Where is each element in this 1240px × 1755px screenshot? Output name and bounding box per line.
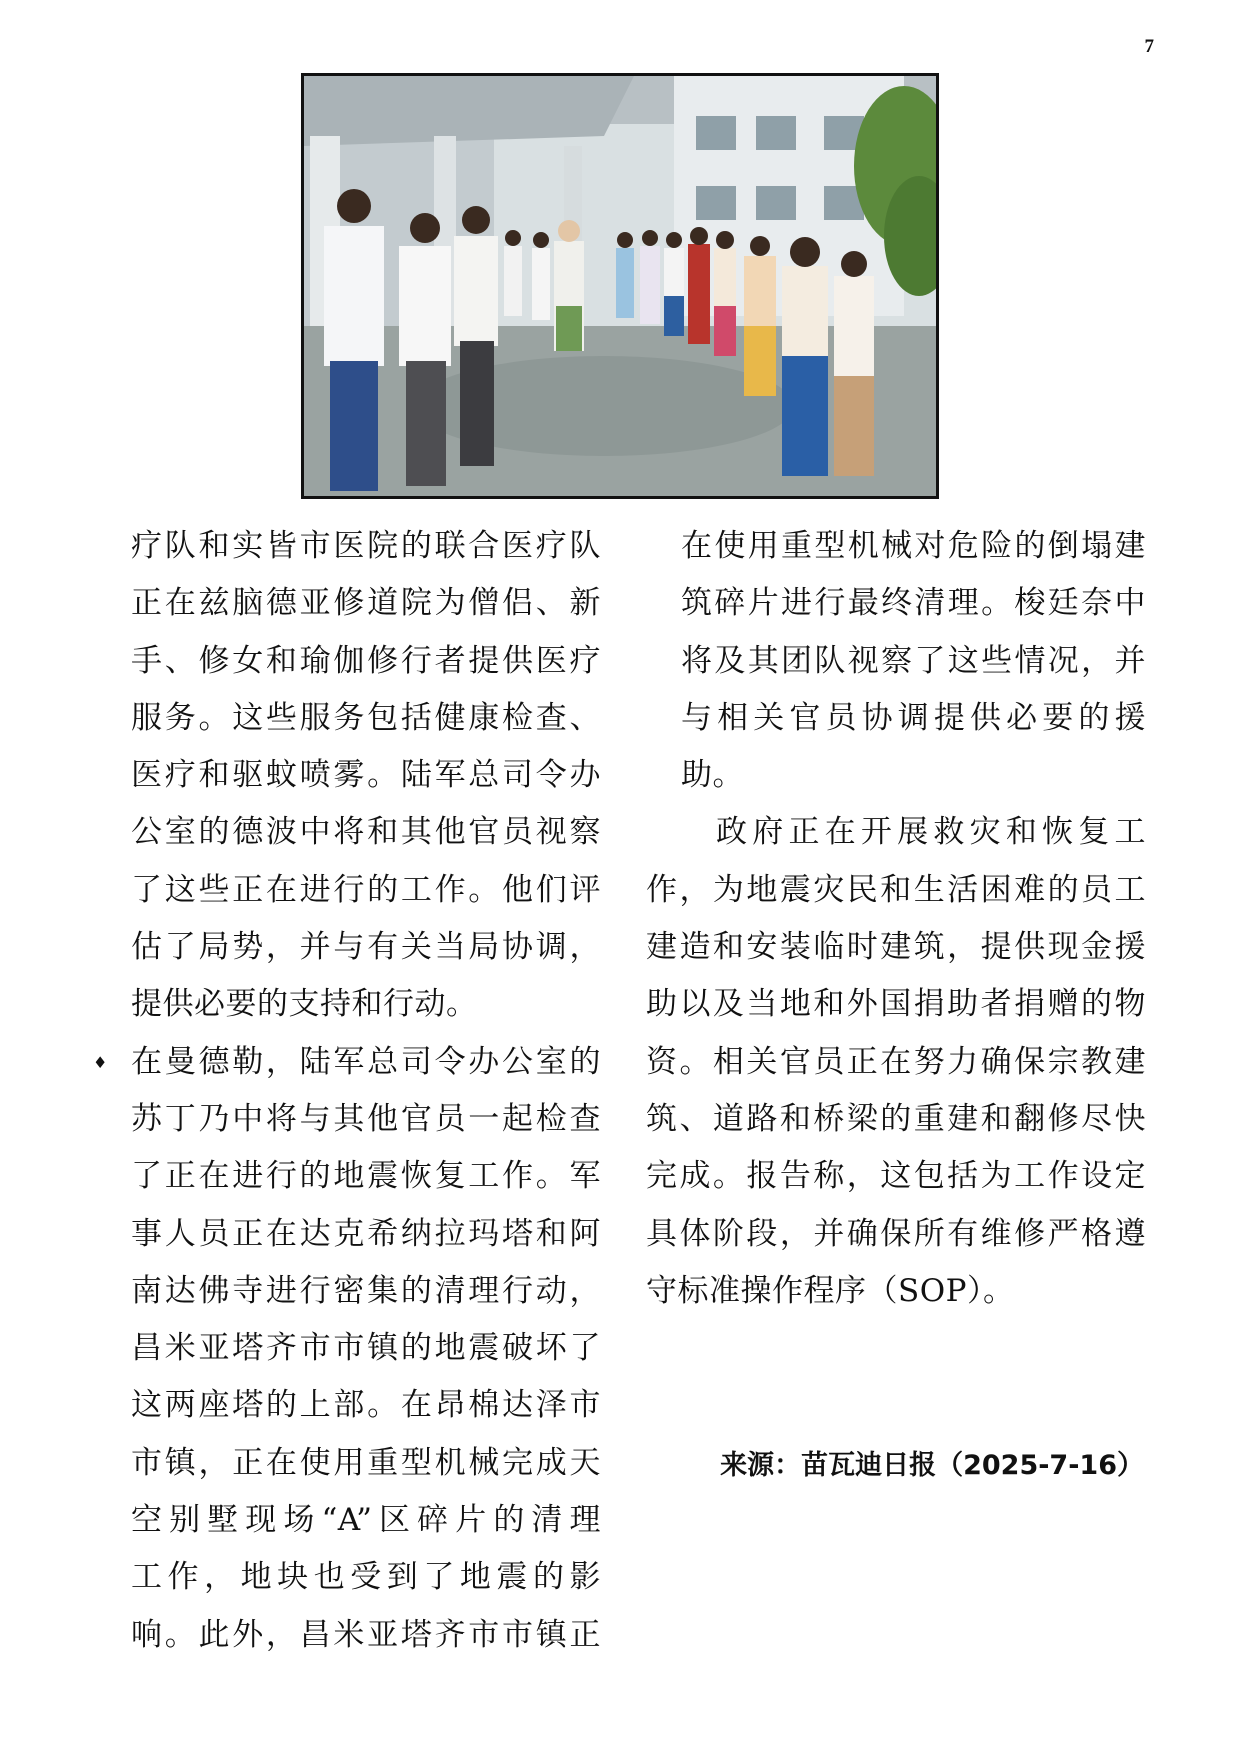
text-line: 这两座塔的上部。在昂棉达泽市 xyxy=(131,1387,601,1424)
text-line: 事人员正在达克希纳拉玛塔和阿 xyxy=(131,1215,601,1252)
text-line: 作，为地震灾民和生活困难的员工 xyxy=(646,871,1146,908)
text-line: 与相关官员协调提供必要的援 xyxy=(681,699,1146,736)
news-photo xyxy=(301,73,939,499)
text-line: 将及其团队视察了这些情况，并 xyxy=(681,642,1146,679)
text-line: 疗队和实皆市医院的联合医疗队 xyxy=(131,528,601,564)
left-paragraph-1 xyxy=(131,518,601,1034)
text-line: 了这些正在进行的工作。他们评 xyxy=(131,871,601,908)
source-citation: 来源：苗瓦迪日报（2025-7-16） xyxy=(720,1450,1144,1481)
text-line: 了正在进行的地震恢复工作。军 xyxy=(131,1158,601,1195)
text-line: 估了局势，并与有关当局协调， xyxy=(131,929,601,966)
text-line: 苏丁乃中将与其他官员一起检查 xyxy=(131,1100,601,1137)
text-line: 工作，地块也受到了地震的影 xyxy=(131,1559,601,1596)
text-line: 提供必要的支持和行动。 xyxy=(131,986,478,1023)
text-line: 助以及当地和外国捐助者捐赠的物 xyxy=(646,986,1146,1023)
text-line: 手、修女和瑜伽修行者提供医疗 xyxy=(131,642,601,679)
text-line: 响。此外，昌米亚塔齐市市镇正 xyxy=(131,1616,601,1653)
text-line: 正在兹脑德亚修道院为僧侣、新 xyxy=(131,585,601,622)
page-number: 7 xyxy=(1144,36,1154,57)
right-paragraph-2 xyxy=(646,804,1146,1320)
right-column xyxy=(646,518,1146,1320)
text-line: 守标准操作程序（SOP）。 xyxy=(646,1272,1015,1309)
text-line: 资。相关官员正在努力确保宗教建 xyxy=(646,1043,1146,1080)
bullet-icon: ♦ xyxy=(93,1052,108,1072)
text-line: 医疗和驱蚊喷雾。陆军总司令办 xyxy=(131,757,601,794)
text-line: 在曼德勒，陆军总司令办公室的 xyxy=(131,1043,601,1080)
text-line: 南达佛寺进行密集的清理行动， xyxy=(131,1272,601,1309)
text-line: 筑、道路和桥梁的重建和翻修尽快 xyxy=(646,1100,1146,1137)
text-line: 助。 xyxy=(681,757,744,794)
text-line: 建造和安装临时建筑，提供现金援 xyxy=(646,929,1146,966)
text-line: 完成。报告称，这包括为工作设定 xyxy=(646,1158,1146,1195)
text-line: 政府正在开展救灾和恢复工 xyxy=(716,814,1146,851)
left-paragraph-2 xyxy=(93,1034,601,1664)
text-line: 昌米亚塔齐市市镇的地震破坏了 xyxy=(131,1330,601,1367)
text-line: 服务。这些服务包括健康检查、 xyxy=(131,699,601,736)
right-paragraph-1 xyxy=(646,518,1146,804)
text-line: 在使用重型机械对危险的倒塌建 xyxy=(681,528,1146,564)
text-line: 空别墅现场“A”区碎片的清理 xyxy=(131,1502,601,1539)
left-column xyxy=(93,518,601,1664)
text-line: 具体阶段，并确保所有维修严格遵 xyxy=(646,1215,1146,1252)
text-line: 筑碎片进行最终清理。梭廷奈中 xyxy=(681,585,1146,622)
text-line: 市镇，正在使用重型机械完成天 xyxy=(131,1444,601,1481)
text-line: 公室的德波中将和其他官员视察 xyxy=(131,814,601,851)
news-photo-icon xyxy=(304,76,936,496)
